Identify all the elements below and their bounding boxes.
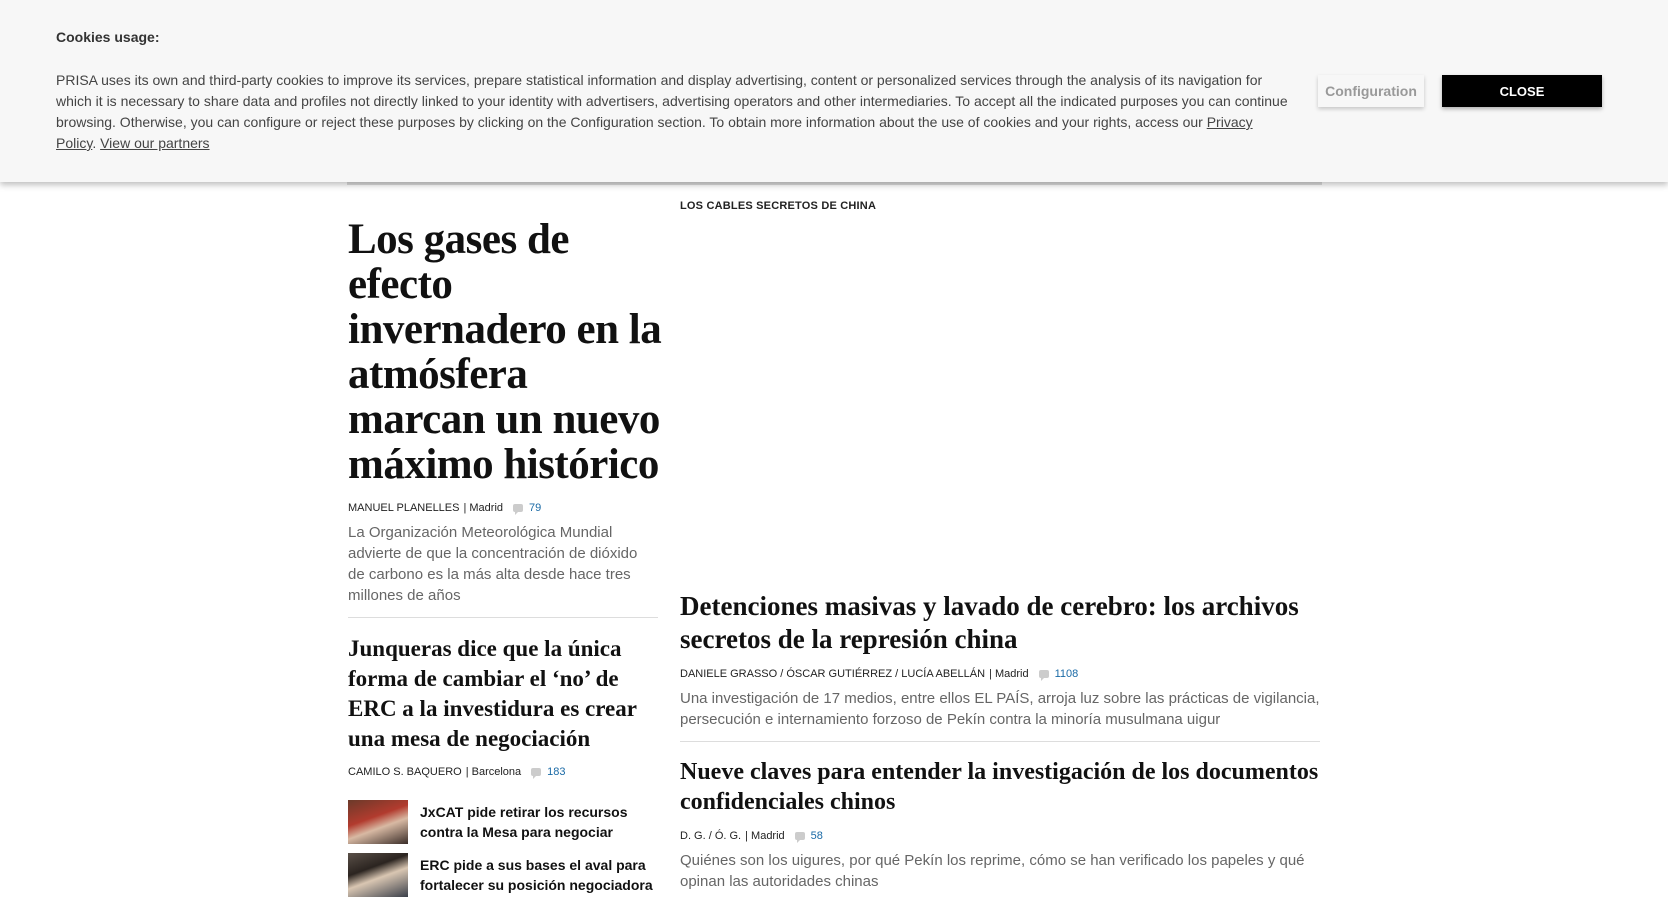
china-comments-count[interactable]: 1108 [1054,668,1079,680]
privacy-policy-link[interactable]: Privacy Policy [56,114,1253,151]
comment-icon [795,832,805,840]
related-thumbnail[interactable] [348,800,408,844]
related-item[interactable] [348,853,658,897]
china-location: | Madrid [989,668,1029,680]
related-thumbnail[interactable] [348,853,408,897]
lead-summary: La Organización Meteorológica Mundial advierte de que la concentración de dióxido de carbono es la más alta desde hace tres millones de años [348,524,638,604]
lead-location: | Madrid [463,502,504,514]
china-summary: Una investigación de 17 medios, entre ellos EL PAÍS, arroja luz sobre las prácticas de vigilancia, persecución e internamiento forzoso de Pekín contra la minoría musulmana uigur [680,690,1320,728]
section-kicker[interactable]: LOS CABLES SECRETOS DE CHINA [680,200,877,212]
close-cookie-button[interactable]: CLOSE [1442,75,1602,107]
right-divider [680,741,1320,742]
second-byline [348,766,566,778]
china-second-byline [680,830,823,842]
second-author-link[interactable]: CAMILO S. BAQUERO [348,766,462,778]
china-byline [680,668,1078,680]
second-comments-count[interactable]: 183 [547,766,566,778]
china-authors-link[interactable]: DANIELE GRASSO / ÓSCAR GUTIÉRREZ / LUCÍA ABELLÁN [680,668,986,680]
china-second-authors-link[interactable]: D. G. / Ó. G. [680,830,742,842]
second-headline-link[interactable]: Junqueras dice que la única forma de cambiar el ‘no’ de ERC a la investidura es crear una mesa de negociación [348,636,637,751]
related-headline[interactable]: JxCAT pide retirar los recursos contra la Mesa para negociar [420,804,628,840]
related-headline[interactable]: ERC pide a sus bases el aval para fortalecer su posición negociadora [420,857,653,893]
cookie-banner-text [56,70,1288,154]
lead-author-link[interactable]: MANUEL PLANELLES [348,502,460,514]
comment-icon [531,768,541,776]
cookie-text-body: PRISA uses its own and third-party cookies to improve its services, prepare statistical information and display advertising, content or personalized services through the analysis of its navigation for which it is necessary to share data and profiles not directly linked to your identity with advertisers, advertising operators and other intermediaries. To accept all the indicated purposes you can continue browsing. Otherwise, you can configure or reject these purposes by clicking on the Configuration section. To obtain more information about the use of cookies and your rights, access our [56,72,1288,130]
china-second-location: | Madrid [745,830,785,842]
comment-icon [513,504,523,512]
configuration-button[interactable]: Configuration [1318,75,1424,107]
second-location: | Barcelona [465,766,522,778]
china-second-summary: Quiénes son los uigures, por qué Pekín los reprime, cómo se han verificado los papeles y qué opinan las autoridades chinas [680,852,1305,890]
china-second-comments-count[interactable]: 58 [810,830,823,842]
related-item[interactable] [348,800,658,844]
cookie-banner-title: Cookies usage: [56,29,160,45]
left-divider [348,617,658,618]
header-divider [347,182,1322,185]
china-headline-link[interactable]: Detenciones masivas y lavado de cerebro: los archivos secretos de la represión china [680,591,1299,654]
comment-icon [1039,670,1049,678]
china-second-headline-link[interactable]: Nueve claves para entender la investigación de los documentos confidenciales chinos [680,759,1319,815]
lead-headline-link[interactable]: Los gases de efecto invernadero en la atmósfera marcan un nuevo máximo histórico [348,216,662,488]
lead-comments-count[interactable]: 79 [529,502,542,514]
view-partners-link[interactable]: View our partners [100,135,210,151]
cookie-text-separator: . [92,135,97,151]
cookie-banner [0,0,1668,182]
lead-byline [348,502,541,514]
